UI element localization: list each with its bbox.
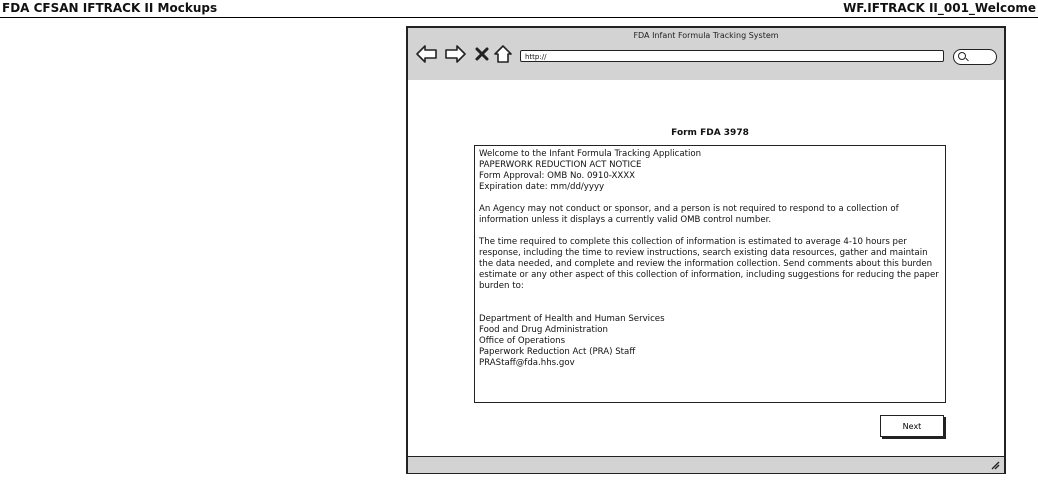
notice-line: Expiration date: mm/dd/yyyy bbox=[479, 182, 605, 192]
paperwork-notice bbox=[474, 145, 946, 403]
address-line: Food and Drug Administration bbox=[479, 325, 608, 335]
notice-line: Welcome to the Infant Formula Tracking Application bbox=[479, 149, 702, 159]
arrow-left-icon[interactable] bbox=[416, 44, 438, 64]
notice-line: PAPERWORK REDUCTION ACT NOTICE bbox=[479, 160, 642, 170]
next-button[interactable]: Next bbox=[880, 415, 944, 437]
project-title: FDA CFSAN IFTRACK II Mockups bbox=[2, 1, 218, 15]
address-line: Paperwork Reduction Act (PRA) Staff bbox=[479, 347, 636, 357]
browser-window bbox=[406, 26, 1006, 474]
close-icon[interactable] bbox=[474, 44, 490, 64]
browser-toolbar bbox=[408, 28, 1004, 80]
search-icon bbox=[958, 52, 966, 60]
notice-paragraph: The time required to complete this collection of information is estimated to average 4-10 hours per response, including the time to review instructions, search existing data resources, gather and maintain the data needed, and complete and review the information collection. Send comments about this burden estimate or any other aspect of this collection of information, including suggestions for reducing the paper burden to: bbox=[479, 237, 939, 291]
notice-paragraph: An Agency may not conduct or sponsor, and a person is not required to respond to a collection of information unless it displays a currently valid OMB control number. bbox=[479, 204, 899, 225]
url-input[interactable]: http:// bbox=[520, 50, 944, 62]
address-line: Department of Health and Human Services bbox=[479, 314, 665, 324]
resize-grip-icon[interactable] bbox=[990, 460, 1000, 473]
home-icon[interactable] bbox=[494, 44, 512, 64]
address-line: Office of Operations bbox=[479, 336, 566, 346]
window-title: FDA Infant Formula Tracking System bbox=[633, 31, 779, 40]
address-line: PRAStaff@fda.hhs.gov bbox=[479, 358, 575, 368]
status-bar bbox=[408, 456, 1004, 473]
form-title: Form FDA 3978 bbox=[671, 128, 749, 138]
notice-line: Form Approval: OMB No. 0910-XXXX bbox=[479, 171, 636, 181]
screen-id: WF.IFTRACK II_001_Welcome bbox=[843, 1, 1036, 15]
arrow-right-icon[interactable] bbox=[444, 44, 466, 64]
page-header bbox=[0, 0, 1038, 18]
search-button[interactable] bbox=[953, 49, 997, 65]
